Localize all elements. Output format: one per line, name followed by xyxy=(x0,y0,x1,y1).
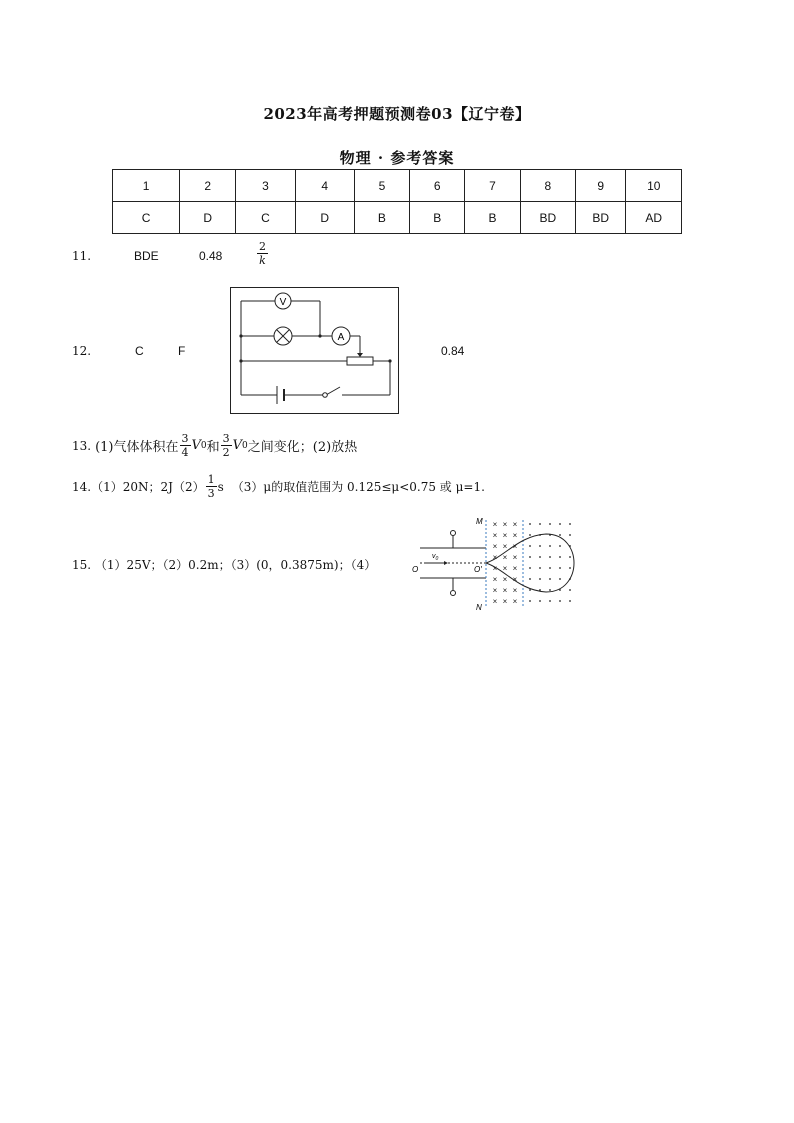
table-header-cell: 3 xyxy=(236,170,295,202)
svg-text:×: × xyxy=(512,575,518,584)
table-header-cell: 2 xyxy=(180,170,236,202)
fraction-denominator: 4 xyxy=(181,446,189,459)
table-answer-cell: D xyxy=(180,202,236,234)
volume-symbol: V xyxy=(191,438,201,453)
question-11-answer-1: BDE xyxy=(134,249,159,263)
fraction-denominator: 3 xyxy=(207,487,215,500)
circuit-diagram xyxy=(230,287,400,415)
fraction-denominator: 2 xyxy=(222,446,230,459)
svg-text:×: × xyxy=(512,586,518,595)
magnetic-field-diagram xyxy=(406,512,586,616)
table-header-cell: 7 xyxy=(465,170,520,202)
svg-text:×: × xyxy=(492,575,498,584)
question-12-answer-3: 0.84 xyxy=(441,344,465,358)
table-answer-cell: AD xyxy=(626,202,682,234)
question-13-text-2: 和 xyxy=(206,440,220,455)
fraction-numerator: 3 xyxy=(181,432,189,445)
svg-text:×: × xyxy=(492,542,498,551)
svg-text:×: × xyxy=(502,586,508,595)
table-header-cell: 1 xyxy=(113,170,180,202)
svg-text:×: × xyxy=(502,531,508,540)
svg-text:×: × xyxy=(502,553,508,562)
table-answer-cell: BD xyxy=(520,202,575,234)
question-12-number: 12. xyxy=(72,344,92,358)
table-header-cell: 9 xyxy=(576,170,626,202)
question-15-text: （1）25V；（2）0.2m；（3）(0，0.3875m)；（4） xyxy=(94,558,377,572)
table-header-cell: 4 xyxy=(295,170,354,202)
svg-text:×: × xyxy=(502,520,508,529)
label-n: N xyxy=(476,603,482,612)
label-v-sub: 0 xyxy=(435,556,439,562)
question-12-answer-2: F xyxy=(178,344,186,358)
svg-text:×: × xyxy=(492,520,498,529)
svg-text:×: × xyxy=(512,542,518,551)
svg-text:×: × xyxy=(502,564,508,573)
fraction-numerator: 2 xyxy=(259,240,266,253)
question-14-line xyxy=(72,473,485,500)
question-14-unit: s xyxy=(217,479,224,494)
document-title: 2023年高考押题预测卷03【辽宁卷】 xyxy=(263,105,531,123)
fraction-denominator: k xyxy=(259,254,266,267)
svg-text:×: × xyxy=(492,586,498,595)
svg-text:×: × xyxy=(492,564,498,573)
question-15-number: 15. xyxy=(72,558,92,572)
table-answer-cell: B xyxy=(410,202,465,234)
battery-icon xyxy=(277,386,284,404)
label-o: O xyxy=(412,565,419,574)
svg-text:×: × xyxy=(512,564,518,573)
volume-symbol: V xyxy=(232,438,243,453)
question-13-line xyxy=(72,432,357,459)
fraction-numerator: 1 xyxy=(207,473,215,486)
svg-text:×: × xyxy=(492,531,498,540)
table-answer-cell: C xyxy=(236,202,295,234)
question-14-text-2: （3）μ的取值范围为 0.125≤μ<0.75 或 μ=1. xyxy=(231,480,485,494)
svg-text:×: × xyxy=(502,597,508,606)
svg-text:×: × xyxy=(492,597,498,606)
table-answer-row xyxy=(113,202,682,234)
question-13-number: 13. xyxy=(72,438,92,453)
label-m: M xyxy=(476,517,483,526)
svg-text:×: × xyxy=(512,597,518,606)
question-14-text-1: （1）20N；2J（2） xyxy=(91,480,205,494)
svg-text:×: × xyxy=(512,553,518,562)
table-header-cell: 10 xyxy=(626,170,682,202)
svg-text:×: × xyxy=(512,520,518,529)
question-14-number: 14. xyxy=(72,479,92,494)
ammeter-label: A xyxy=(337,332,345,343)
table-header-cell: 5 xyxy=(354,170,409,202)
rheostat-icon xyxy=(347,357,373,365)
voltmeter-label: V xyxy=(279,297,287,308)
lamp-icon xyxy=(274,327,292,345)
question-13-text-3: 之间变化；(2)放热 xyxy=(247,440,358,455)
table-answer-cell: B xyxy=(354,202,409,234)
svg-text:×: × xyxy=(492,553,498,562)
table-answer-cell: BD xyxy=(576,202,626,234)
rheostat-slider-icon xyxy=(357,353,363,357)
svg-text:×: × xyxy=(512,531,518,540)
answer-table xyxy=(112,169,682,234)
svg-text:×: × xyxy=(502,575,508,584)
question-11-number: 11. xyxy=(72,249,92,263)
question-11-answer-2: 0.48 xyxy=(199,249,223,263)
label-o-prime: O′ xyxy=(474,565,482,574)
table-header-cell: 6 xyxy=(410,170,465,202)
table-answer-cell: C xyxy=(113,202,180,234)
volume-subscript: 0 xyxy=(200,440,207,451)
question-12-answer-1: C xyxy=(135,344,144,358)
svg-text:×: × xyxy=(502,542,508,551)
table-header-row xyxy=(113,170,682,202)
table-answer-cell: B xyxy=(465,202,520,234)
table-answer-cell: D xyxy=(295,202,354,234)
switch-icon xyxy=(323,393,328,398)
fraction-numerator: 3 xyxy=(222,432,230,445)
question-13-text-1: (1)气体体积在 xyxy=(95,440,179,455)
document-subtitle: 物理 · 参考答案 xyxy=(339,149,455,167)
question-15-line xyxy=(72,556,376,573)
volume-subscript: 0 xyxy=(242,440,248,451)
question-11-fraction xyxy=(256,240,269,267)
table-header-cell: 8 xyxy=(520,170,575,202)
label-v: v xyxy=(432,553,436,560)
label-v0 xyxy=(432,553,439,562)
